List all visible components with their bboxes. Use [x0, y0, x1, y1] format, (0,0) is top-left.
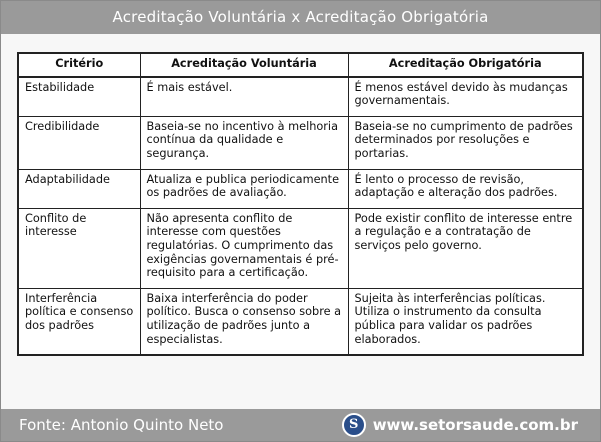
site-url: www.setorsaude.com.br [372, 416, 578, 434]
obrigatoria-cell: Sujeita às interferências políticas. Utiliza o instrumento da consulta pública para validar os padrões elaborados. [348, 288, 583, 355]
table-row [18, 208, 583, 288]
criterio-cell: Conflito de interesse [18, 208, 140, 288]
site-credit [342, 409, 578, 441]
table-row [18, 288, 583, 355]
comparison-table [17, 52, 584, 356]
figure-title: Acreditação Voluntária x Acreditação Obrigatória [1, 1, 600, 34]
table-row [18, 116, 583, 169]
voluntaria-cell: Baseia-se no incentivo à melhoria contínua da qualidade e segurança. [140, 116, 348, 169]
voluntaria-cell: Não apresenta conflito de interesse com questões regulatórias. O cumprimento das exigências governamentais é pré-requisito para a certificação. [140, 208, 348, 288]
table-header-row [18, 53, 583, 77]
setorsaude-logo-icon: S [342, 413, 366, 437]
obrigatoria-cell: É menos estável devido às mudanças governamentais. [348, 77, 583, 117]
criterio-cell: Estabilidade [18, 77, 140, 117]
criterio-cell: Adaptabilidade [18, 169, 140, 208]
obrigatoria-cell: Pode existir conflito de interesse entre a regulação e a contratação de serviços pelo governo. [348, 208, 583, 288]
table-row [18, 77, 583, 117]
voluntaria-cell: É mais estável. [140, 77, 348, 117]
header-obrigatoria: Acreditação Obrigatória [348, 53, 583, 77]
criterio-cell: Interferência política e consenso dos padrões [18, 288, 140, 355]
obrigatoria-cell: Baseia-se no cumprimento de padrões determinados por resoluções e portarias. [348, 116, 583, 169]
footer-bar [1, 409, 600, 441]
obrigatoria-cell: É lento o processo de revisão, adaptação e alteração dos padrões. [348, 169, 583, 208]
header-voluntaria: Acreditação Voluntária [140, 53, 348, 77]
content-area [1, 34, 600, 409]
table-row [18, 169, 583, 208]
voluntaria-cell: Atualiza e publica periodicamente os padrões de avaliação. [140, 169, 348, 208]
voluntaria-cell: Baixa interferência do poder político. Busca o consenso sobre a utilização de padrões junto a especialistas. [140, 288, 348, 355]
criterio-cell: Credibilidade [18, 116, 140, 169]
source-credit: Fonte: Antonio Quinto Neto [19, 416, 224, 434]
header-criterio: Critério [18, 53, 140, 77]
